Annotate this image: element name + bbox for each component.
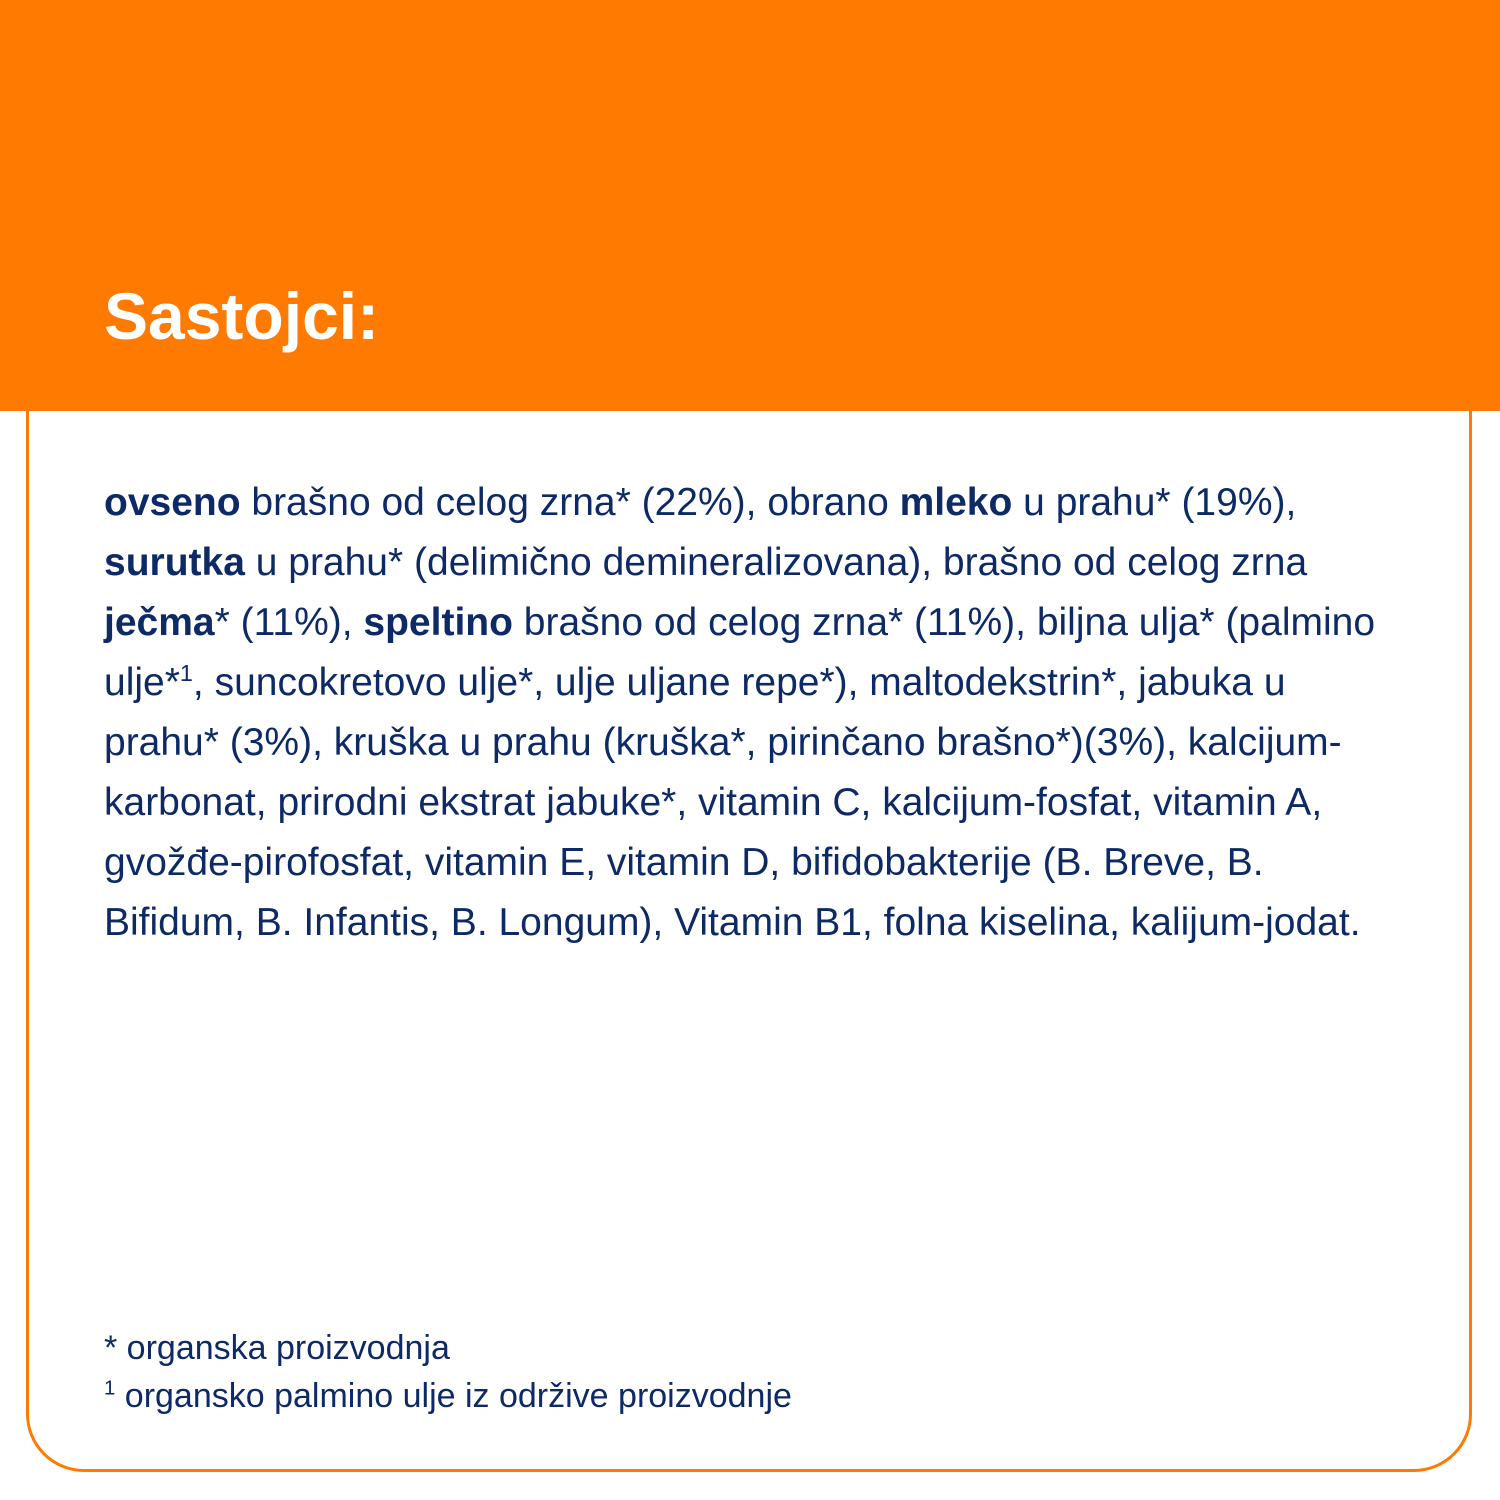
ingredient-text-segment: u prahu* (19%), bbox=[1012, 481, 1297, 524]
footnote-palm-oil bbox=[104, 1372, 1404, 1420]
footnote-marker: 1 bbox=[104, 1377, 116, 1400]
ingredients-text bbox=[104, 473, 1404, 953]
ingredient-bold-jecma: ječma bbox=[104, 601, 215, 644]
footnote-organic: * organska proizvodnja bbox=[104, 1329, 450, 1367]
ingredient-text-segment: brašno od celog zrna* (11%), biljna ulja* (palmino ulje* bbox=[104, 601, 1376, 704]
ingredient-text-segment: u prahu* (delimično demineralizovana), brašno od celog zrna bbox=[244, 541, 1308, 584]
ingredient-bold-mleko: mleko bbox=[899, 481, 1013, 524]
ingredient-bold-speltino: speltino bbox=[363, 601, 513, 644]
ingredient-bold-surutka: surutka bbox=[104, 541, 245, 584]
page-title: Sastojci: bbox=[104, 279, 380, 353]
ingredient-text-segment: , suncokretovo ulje*, ulje uljane repe*), maltodekstrin*, jabuka u prahu* (3%), kruška u prahu (kruška*, pirinčano brašno*)(3%), kalcijum-karbonat, prirodni ekstrat jabuke*, vitamin C, kalcijum-fosfat, vitamin A, gvožđe-pirofosfat, vitamin E, vitamin D, bifidobakterije (B. Breve, B. Bifidum, B. Infantis, B. Longum), Vitamin B1, folna kiselina, kalijum-jodat. bbox=[104, 661, 1361, 944]
footnotes bbox=[104, 1324, 1404, 1420]
footnote-marker: 1 bbox=[179, 660, 193, 686]
footnote-palm-oil-text: organsko palmino ulje iz održive proizvodnje bbox=[115, 1377, 792, 1415]
ingredient-text-segment: * (11%), bbox=[214, 601, 364, 644]
ingredient-bold-ovseno: ovseno bbox=[104, 481, 241, 524]
ingredient-text-segment: brašno od celog zrna* (22%), obrano bbox=[240, 481, 900, 524]
